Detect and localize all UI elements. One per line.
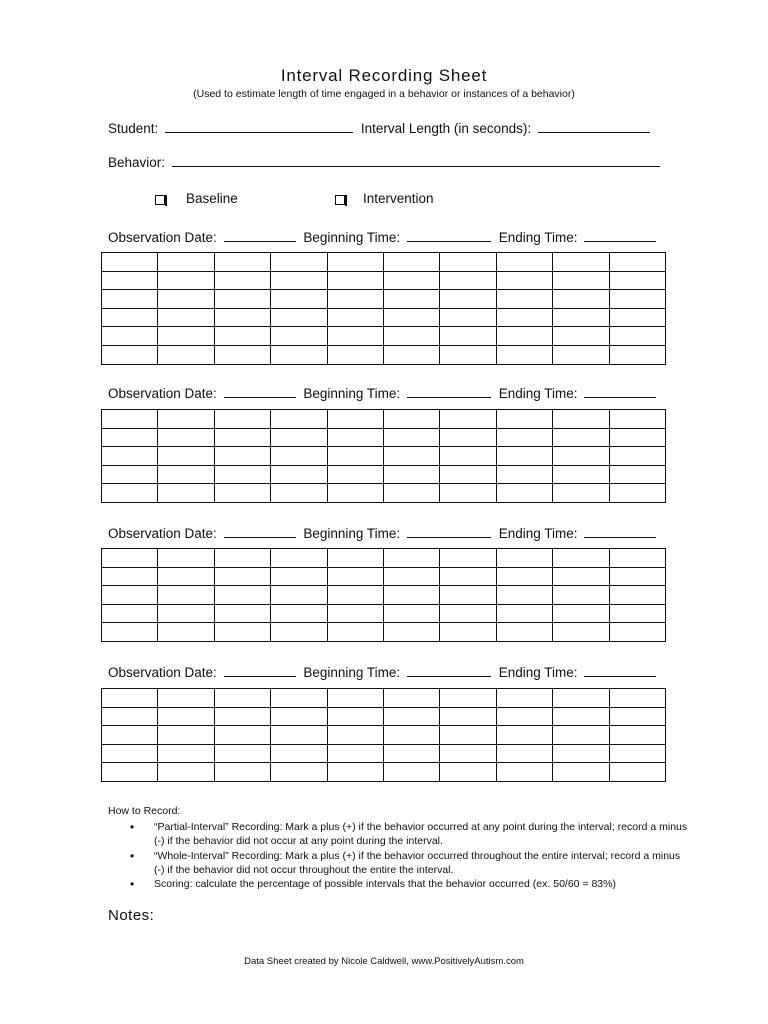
interval-cell[interactable]	[102, 586, 158, 605]
interval-cell[interactable]	[102, 428, 158, 447]
interval-cell[interactable]	[214, 707, 270, 726]
interval-length-field[interactable]	[538, 120, 650, 133]
interval-cell[interactable]	[102, 484, 158, 503]
interval-cell[interactable]	[553, 549, 609, 568]
interval-cell[interactable]	[102, 763, 158, 782]
ending-time-field[interactable]	[584, 385, 656, 398]
interval-cell[interactable]	[271, 726, 327, 745]
how-to-record-list	[130, 820, 690, 891]
interval-grid-row	[102, 744, 666, 763]
observation-date-field[interactable]	[224, 525, 296, 538]
interval-cell[interactable]	[214, 327, 270, 346]
interval-cell[interactable]	[158, 567, 214, 586]
interval-cell[interactable]	[383, 763, 439, 782]
interval-cell[interactable]	[327, 447, 383, 466]
interval-cell[interactable]	[327, 604, 383, 623]
interval-cell[interactable]	[440, 763, 496, 782]
interval-cell[interactable]	[496, 549, 552, 568]
ending-time-field[interactable]	[584, 664, 656, 677]
interval-cell[interactable]	[158, 447, 214, 466]
interval-cell[interactable]	[553, 410, 609, 429]
instruction-scoring: • Scoring: calculate the percentage of possible intervals that the behavior occurred (ex. 50/60 = 83%)	[130, 877, 690, 891]
interval-grid-row	[102, 567, 666, 586]
interval-cell[interactable]	[383, 327, 439, 346]
interval-grid-2	[101, 409, 666, 503]
interval-cell[interactable]	[440, 308, 496, 327]
ending-time-label: Ending Time:	[498, 526, 578, 541]
interval-cell[interactable]	[609, 345, 665, 364]
interval-cell[interactable]	[102, 726, 158, 745]
interval-cell[interactable]	[327, 586, 383, 605]
interval-grid-row	[102, 447, 666, 466]
interval-cell[interactable]	[102, 447, 158, 466]
interval-cell[interactable]	[609, 290, 665, 309]
interval-cell[interactable]	[609, 763, 665, 782]
interval-cell[interactable]	[553, 290, 609, 309]
intervention-checkbox[interactable]	[335, 195, 345, 205]
interval-cell[interactable]	[214, 484, 270, 503]
interval-cell[interactable]	[383, 465, 439, 484]
interval-grid-row	[102, 689, 666, 708]
interval-cell[interactable]	[553, 308, 609, 327]
interval-cell[interactable]	[214, 271, 270, 290]
interval-cell[interactable]	[496, 484, 552, 503]
interval-cell[interactable]	[158, 484, 214, 503]
interval-grid-row	[102, 623, 666, 642]
interval-cell[interactable]	[383, 345, 439, 364]
interval-cell[interactable]	[158, 327, 214, 346]
interval-cell[interactable]	[102, 744, 158, 763]
interval-cell[interactable]	[158, 604, 214, 623]
interval-grid-3	[101, 548, 666, 642]
interval-cell[interactable]	[214, 763, 270, 782]
interval-cell[interactable]	[214, 586, 270, 605]
interval-cell[interactable]	[496, 623, 552, 642]
interval-grid-row	[102, 604, 666, 623]
interval-cell[interactable]	[383, 308, 439, 327]
ending-time-field[interactable]	[584, 525, 656, 538]
interval-cell[interactable]	[271, 586, 327, 605]
interval-cell[interactable]	[609, 327, 665, 346]
beginning-time-label: Beginning Time:	[303, 665, 401, 680]
ending-time-label: Ending Time:	[498, 386, 578, 401]
interval-cell[interactable]	[327, 726, 383, 745]
interval-cell[interactable]	[553, 253, 609, 272]
interval-cell[interactable]	[271, 447, 327, 466]
interval-cell[interactable]	[383, 447, 439, 466]
observation-row-4	[108, 664, 656, 680]
interval-cell[interactable]	[496, 290, 552, 309]
interval-cell[interactable]	[271, 744, 327, 763]
interval-cell[interactable]	[383, 744, 439, 763]
interval-cell[interactable]	[496, 253, 552, 272]
interval-cell[interactable]	[214, 549, 270, 568]
interval-cell[interactable]	[327, 567, 383, 586]
interval-cell[interactable]	[214, 290, 270, 309]
interval-cell[interactable]	[271, 689, 327, 708]
interval-cell[interactable]	[609, 465, 665, 484]
interval-cell[interactable]	[158, 345, 214, 364]
interval-cell[interactable]	[609, 308, 665, 327]
interval-cell[interactable]	[383, 567, 439, 586]
ending-time-label: Ending Time:	[498, 665, 578, 680]
interval-cell[interactable]	[383, 586, 439, 605]
interval-cell[interactable]	[327, 345, 383, 364]
interval-cell[interactable]	[102, 308, 158, 327]
interval-cell[interactable]	[383, 484, 439, 503]
interval-cell[interactable]	[383, 271, 439, 290]
interval-grid-row	[102, 586, 666, 605]
interval-cell[interactable]	[327, 465, 383, 484]
interval-cell[interactable]	[271, 549, 327, 568]
interval-cell[interactable]	[327, 271, 383, 290]
interval-cell[interactable]	[553, 623, 609, 642]
interval-cell[interactable]	[271, 484, 327, 503]
interval-cell[interactable]	[383, 410, 439, 429]
interval-cell[interactable]	[383, 623, 439, 642]
interval-cell[interactable]	[271, 308, 327, 327]
interval-cell[interactable]	[496, 428, 552, 447]
interval-cell[interactable]	[158, 428, 214, 447]
interval-cell[interactable]	[214, 253, 270, 272]
interval-cell[interactable]	[440, 484, 496, 503]
interval-cell[interactable]	[102, 707, 158, 726]
interval-cell[interactable]	[609, 428, 665, 447]
behavior-label: Behavior:	[108, 155, 166, 170]
interval-grid-row	[102, 763, 666, 782]
interval-cell[interactable]	[102, 465, 158, 484]
interval-grid-row	[102, 290, 666, 309]
interval-cell[interactable]	[609, 604, 665, 623]
interval-cell[interactable]	[102, 271, 158, 290]
interval-cell[interactable]	[553, 465, 609, 484]
interval-cell[interactable]	[553, 689, 609, 708]
interval-cell[interactable]	[158, 744, 214, 763]
interval-cell[interactable]	[440, 345, 496, 364]
interval-cell[interactable]	[158, 465, 214, 484]
interval-cell[interactable]	[383, 689, 439, 708]
interval-cell[interactable]	[383, 707, 439, 726]
interval-cell[interactable]	[496, 345, 552, 364]
interval-cell[interactable]	[327, 327, 383, 346]
observation-date-label: Observation Date:	[108, 526, 217, 541]
interval-cell[interactable]	[496, 763, 552, 782]
interval-cell[interactable]	[553, 707, 609, 726]
interval-cell[interactable]	[214, 689, 270, 708]
interval-cell[interactable]	[102, 410, 158, 429]
ending-time-label: Ending Time:	[498, 230, 578, 245]
interval-cell[interactable]	[102, 327, 158, 346]
interval-grid-row	[102, 726, 666, 745]
interval-cell[interactable]	[440, 726, 496, 745]
interval-cell[interactable]	[496, 604, 552, 623]
interval-grid-row	[102, 465, 666, 484]
interval-cell[interactable]	[271, 253, 327, 272]
interval-cell[interactable]	[609, 567, 665, 586]
baseline-label: Baseline	[186, 191, 238, 206]
interval-cell[interactable]	[327, 253, 383, 272]
interval-cell[interactable]	[553, 327, 609, 346]
interval-cell[interactable]	[609, 623, 665, 642]
interval-cell[interactable]	[214, 345, 270, 364]
beginning-time-field[interactable]	[407, 385, 491, 398]
interval-cell[interactable]	[158, 623, 214, 642]
interval-cell[interactable]	[327, 707, 383, 726]
observation-row-3	[108, 525, 656, 541]
interval-grid-row	[102, 484, 666, 503]
student-label: Student:	[108, 121, 159, 136]
interval-cell[interactable]	[440, 253, 496, 272]
interval-cell[interactable]	[271, 327, 327, 346]
interval-cell[interactable]	[102, 345, 158, 364]
interval-cell[interactable]	[158, 271, 214, 290]
interval-cell[interactable]	[496, 271, 552, 290]
interval-cell[interactable]	[496, 567, 552, 586]
interval-cell[interactable]	[327, 484, 383, 503]
interval-cell[interactable]	[440, 447, 496, 466]
interval-grid-4	[101, 688, 666, 782]
interval-grid-row	[102, 253, 666, 272]
interval-cell[interactable]	[553, 567, 609, 586]
interval-cell[interactable]	[214, 308, 270, 327]
interval-cell[interactable]	[440, 623, 496, 642]
observation-row-2	[108, 385, 656, 401]
interval-cell[interactable]	[214, 744, 270, 763]
interval-cell[interactable]	[609, 271, 665, 290]
interval-cell[interactable]	[609, 707, 665, 726]
student-field[interactable]	[165, 120, 353, 133]
interval-cell[interactable]	[158, 707, 214, 726]
interval-cell[interactable]	[214, 410, 270, 429]
interval-cell[interactable]	[158, 253, 214, 272]
interval-cell[interactable]	[496, 707, 552, 726]
interval-cell[interactable]	[383, 290, 439, 309]
interval-cell[interactable]	[158, 308, 214, 327]
interval-cell[interactable]	[553, 586, 609, 605]
observation-date-label: Observation Date:	[108, 230, 217, 245]
interval-cell[interactable]	[496, 689, 552, 708]
interval-cell[interactable]	[214, 726, 270, 745]
instruction-whole-interval: • “Whole-Interval” Recording: Mark a plus (+) if the behavior occurred throughout the entire interval; record a minus (-) if the behavior did not occur throughout the entire the interval.	[130, 849, 690, 878]
interval-cell[interactable]	[609, 549, 665, 568]
sheet-subtitle: (Used to estimate length of time engaged in a behavior or instances of a behavior)	[193, 88, 575, 100]
interval-cell[interactable]	[327, 428, 383, 447]
observation-date-field[interactable]	[224, 229, 296, 242]
interval-cell[interactable]	[271, 763, 327, 782]
interval-cell[interactable]	[609, 253, 665, 272]
interval-cell[interactable]	[383, 726, 439, 745]
interval-cell[interactable]	[383, 428, 439, 447]
interval-cell[interactable]	[102, 604, 158, 623]
interval-cell[interactable]	[383, 549, 439, 568]
student-row	[108, 120, 650, 136]
beginning-time-field[interactable]	[407, 229, 491, 242]
interval-cell[interactable]	[327, 308, 383, 327]
interval-cell[interactable]	[271, 428, 327, 447]
interval-cell[interactable]	[496, 447, 552, 466]
interval-cell[interactable]	[440, 586, 496, 605]
interval-cell[interactable]	[327, 549, 383, 568]
interval-cell[interactable]	[271, 345, 327, 364]
interval-cell[interactable]	[496, 327, 552, 346]
interval-cell[interactable]	[158, 290, 214, 309]
interval-cell[interactable]	[327, 290, 383, 309]
interval-cell[interactable]	[271, 567, 327, 586]
beginning-time-label: Beginning Time:	[303, 386, 401, 401]
interval-cell[interactable]	[214, 604, 270, 623]
behavior-row	[108, 154, 660, 170]
interval-cell[interactable]	[440, 271, 496, 290]
interval-cell[interactable]	[158, 410, 214, 429]
interval-grid-1	[101, 252, 666, 365]
observation-date-field[interactable]	[224, 385, 296, 398]
interval-cell[interactable]	[102, 689, 158, 708]
interval-cell[interactable]	[327, 623, 383, 642]
interval-grid-row	[102, 308, 666, 327]
interval-cell[interactable]	[553, 604, 609, 623]
behavior-field[interactable]	[172, 154, 660, 167]
interval-cell[interactable]	[327, 689, 383, 708]
interval-cell[interactable]	[271, 623, 327, 642]
observation-date-label: Observation Date:	[108, 386, 217, 401]
ending-time-field[interactable]	[584, 229, 656, 242]
notes-label: Notes:	[108, 907, 155, 924]
interval-cell[interactable]	[271, 604, 327, 623]
interval-cell[interactable]	[440, 707, 496, 726]
interval-cell[interactable]	[609, 726, 665, 745]
interval-cell[interactable]	[440, 689, 496, 708]
interval-cell[interactable]	[327, 410, 383, 429]
interval-cell[interactable]	[496, 308, 552, 327]
interval-cell[interactable]	[553, 484, 609, 503]
interval-cell[interactable]	[158, 586, 214, 605]
interval-cell[interactable]	[553, 271, 609, 290]
interval-cell[interactable]	[496, 465, 552, 484]
interval-cell[interactable]	[609, 586, 665, 605]
interval-cell[interactable]	[440, 465, 496, 484]
interval-cell[interactable]	[102, 567, 158, 586]
interval-cell[interactable]	[609, 447, 665, 466]
interval-cell[interactable]	[440, 744, 496, 763]
interval-cell[interactable]	[327, 744, 383, 763]
interval-cell[interactable]	[440, 327, 496, 346]
interval-cell[interactable]	[102, 253, 158, 272]
interval-cell[interactable]	[383, 604, 439, 623]
interval-cell[interactable]	[440, 604, 496, 623]
interval-grid-row	[102, 549, 666, 568]
interval-grid-row	[102, 410, 666, 429]
footer-credit: Data Sheet created by Nicole Caldwell, www.PositivelyAutism.com	[244, 956, 524, 967]
interval-length-label: Interval Length (in seconds):	[360, 121, 532, 136]
interval-cell[interactable]	[327, 763, 383, 782]
interval-cell[interactable]	[440, 428, 496, 447]
interval-cell[interactable]	[214, 465, 270, 484]
interval-cell[interactable]	[440, 567, 496, 586]
interval-cell[interactable]	[440, 410, 496, 429]
observation-date-label: Observation Date:	[108, 665, 217, 680]
beginning-time-label: Beginning Time:	[303, 230, 401, 245]
interval-cell[interactable]	[496, 586, 552, 605]
interval-cell[interactable]	[553, 744, 609, 763]
interval-cell[interactable]	[609, 689, 665, 708]
interval-cell[interactable]	[553, 763, 609, 782]
interval-cell[interactable]	[158, 726, 214, 745]
interval-cell[interactable]	[553, 726, 609, 745]
how-to-record-heading: How to Record:	[108, 805, 181, 817]
interval-cell[interactable]	[102, 290, 158, 309]
interval-cell[interactable]	[440, 290, 496, 309]
interval-cell[interactable]	[214, 623, 270, 642]
interval-cell[interactable]	[271, 290, 327, 309]
interval-cell[interactable]	[553, 345, 609, 364]
interval-cell[interactable]	[214, 428, 270, 447]
instruction-partial-interval: • “Partial-Interval” Recording: Mark a plus (+) if the behavior occurred at any point during the interval; record a minus (-) if the behavior did not occur at any point during the interval.	[130, 820, 690, 849]
interval-cell[interactable]	[496, 744, 552, 763]
baseline-checkbox[interactable]	[155, 195, 165, 205]
interval-cell[interactable]	[440, 549, 496, 568]
observation-row-1	[108, 229, 656, 245]
interval-cell[interactable]	[271, 465, 327, 484]
interval-cell[interactable]	[496, 726, 552, 745]
interval-cell[interactable]	[271, 410, 327, 429]
interval-cell[interactable]	[214, 447, 270, 466]
beginning-time-field[interactable]	[407, 664, 491, 677]
beginning-time-label: Beginning Time:	[303, 526, 401, 541]
interval-cell[interactable]	[271, 707, 327, 726]
sheet-title: Interval Recording Sheet	[280, 66, 488, 85]
interval-cell[interactable]	[609, 484, 665, 503]
interval-cell[interactable]	[214, 567, 270, 586]
intervention-label: Intervention	[363, 191, 434, 206]
interval-grid-row	[102, 707, 666, 726]
interval-cell[interactable]	[496, 410, 552, 429]
interval-cell[interactable]	[553, 447, 609, 466]
interval-cell[interactable]	[609, 744, 665, 763]
interval-cell[interactable]	[102, 623, 158, 642]
interval-cell[interactable]	[158, 689, 214, 708]
interval-cell[interactable]	[609, 410, 665, 429]
interval-cell[interactable]	[383, 253, 439, 272]
interval-cell[interactable]	[271, 271, 327, 290]
interval-cell[interactable]	[158, 763, 214, 782]
interval-cell[interactable]	[102, 549, 158, 568]
beginning-time-field[interactable]	[407, 525, 491, 538]
interval-cell[interactable]	[553, 428, 609, 447]
interval-grid-row	[102, 271, 666, 290]
interval-grid-row	[102, 327, 666, 346]
interval-grid-row	[102, 428, 666, 447]
interval-grid-row	[102, 345, 666, 364]
interval-cell[interactable]	[158, 549, 214, 568]
observation-date-field[interactable]	[224, 664, 296, 677]
